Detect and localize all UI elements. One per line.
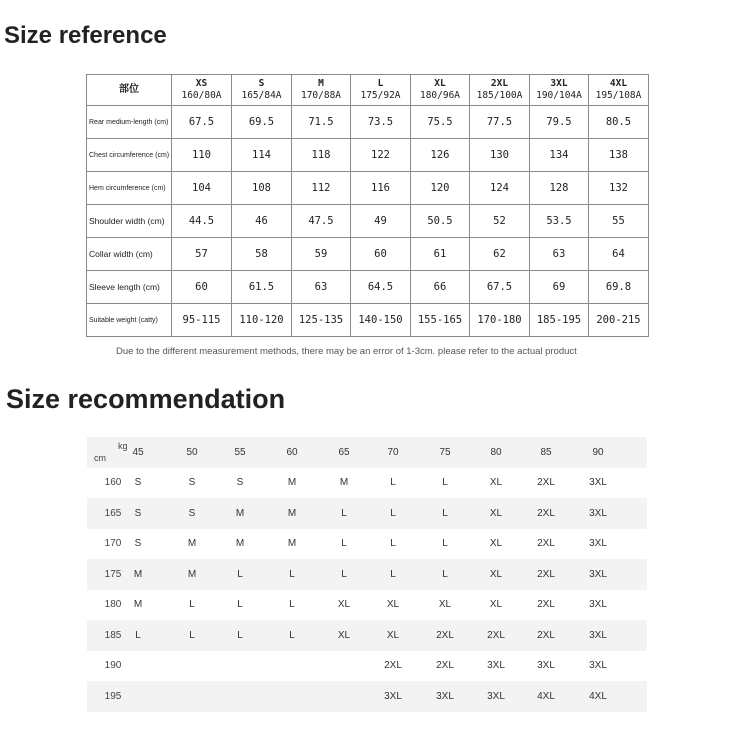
height-unit-label: cm: [94, 453, 106, 463]
recommended-size: 3XL: [589, 477, 607, 489]
measurement-value: 69: [530, 271, 589, 304]
recommended-size: L: [390, 568, 396, 580]
measurement-value: 63: [292, 271, 351, 304]
recommended-size: XL: [438, 599, 452, 611]
recommended-size: 3XL: [589, 507, 607, 519]
size-code: 185/100A: [476, 90, 523, 101]
size-code: 170/88A: [300, 90, 342, 101]
size-code: 195/108A: [595, 90, 642, 101]
measurement-value: 134: [530, 139, 589, 172]
height-label: 195: [104, 690, 122, 702]
measurement-value: 62: [470, 238, 530, 271]
measurement-label: Chest circumference (cm): [87, 139, 172, 172]
recommended-size: S: [134, 507, 142, 519]
recommended-size: [215, 651, 265, 682]
height-label: 185: [104, 629, 122, 641]
recommended-size: M: [133, 599, 143, 611]
measurement-value: 104: [172, 172, 232, 205]
recommended-size: XL: [489, 568, 503, 580]
recommended-size: [319, 681, 369, 712]
recommended-size: [267, 651, 317, 682]
recommended-size: [113, 651, 163, 682]
recommended-size: L: [237, 568, 243, 580]
recommended-size: M: [287, 507, 297, 519]
recommended-size: M: [187, 538, 197, 550]
recommended-size: XL: [489, 599, 503, 611]
size-reference-row: [87, 238, 649, 271]
recommended-size: 2XL: [487, 629, 505, 641]
measurement-value: 120: [411, 172, 470, 205]
size-reference-row: [87, 304, 649, 337]
recommendation-header-row: [87, 437, 647, 468]
size-name: 4XL: [609, 78, 628, 89]
recommended-size: 2XL: [537, 477, 555, 489]
recommended-size: S: [134, 477, 142, 489]
size-reference-table: [86, 74, 649, 337]
measurement-value: 53.5: [530, 205, 589, 238]
recommended-size: M: [133, 568, 143, 580]
recommended-size: L: [341, 538, 347, 550]
size-name: 2XL: [490, 78, 509, 89]
recommended-size: L: [390, 507, 396, 519]
recommended-size: L: [390, 477, 396, 489]
size-reference-row: [87, 271, 649, 304]
recommendation-row: [87, 651, 647, 682]
measurement-value: 64.5: [351, 271, 411, 304]
weight-header: 55: [234, 446, 246, 458]
recommended-size: M: [339, 477, 349, 489]
measurement-value: 79.5: [530, 106, 589, 139]
weight-unit-label: kg: [118, 441, 128, 451]
weight-header: 60: [286, 446, 298, 458]
size-code: 175/92A: [360, 90, 401, 101]
recommended-size: L: [237, 599, 243, 611]
recommendation-row: [87, 590, 647, 621]
measurement-value: 58: [232, 238, 292, 271]
recommended-size: L: [442, 507, 448, 519]
measurement-value: 57: [172, 238, 232, 271]
size-header-s: [232, 75, 292, 106]
recommended-size: L: [341, 568, 347, 580]
recommended-size: L: [289, 568, 295, 580]
measurement-value: 63: [530, 238, 589, 271]
recommended-size: L: [289, 599, 295, 611]
recommended-size: 4XL: [589, 690, 607, 702]
measurement-value: 125-135: [292, 304, 351, 337]
measurement-label: Shoulder width (cm): [87, 205, 172, 238]
recommended-size: [267, 681, 317, 712]
weight-header: 75: [439, 446, 451, 458]
measurement-value: 200-215: [589, 304, 649, 337]
recommended-size: L: [237, 629, 243, 641]
recommended-size: 3XL: [589, 538, 607, 550]
recommended-size: 2XL: [537, 599, 555, 611]
recommended-size: 3XL: [589, 568, 607, 580]
weight-header: 65: [338, 446, 350, 458]
recommended-size: S: [188, 477, 196, 489]
recommended-size: L: [442, 538, 448, 550]
size-reference-row: [87, 106, 649, 139]
size-code: 160/80A: [181, 90, 222, 101]
recommended-size: 3XL: [589, 660, 607, 672]
size-reference-row: [87, 139, 649, 172]
recommended-size: 2XL: [537, 507, 555, 519]
recommendation-row: [87, 468, 647, 499]
measurement-value: 185-195: [530, 304, 589, 337]
measurement-value: 52: [470, 205, 530, 238]
measurement-value: 118: [292, 139, 351, 172]
measurement-value: 60: [351, 238, 411, 271]
measurement-value: 67.5: [172, 106, 232, 139]
height-label: 160: [104, 477, 122, 489]
recommended-size: 3XL: [487, 660, 505, 672]
measurement-value: 80.5: [589, 106, 649, 139]
recommended-size: XL: [337, 629, 351, 641]
size-code: 165/84A: [241, 90, 282, 101]
measurement-value: 108: [232, 172, 292, 205]
measurement-value: 126: [411, 139, 470, 172]
recommendation-row: [87, 681, 647, 712]
recommended-size: 2XL: [436, 660, 454, 672]
measurement-value: 110-120: [232, 304, 292, 337]
recommended-size: L: [390, 538, 396, 550]
size-header-4xl: [589, 75, 649, 106]
measurement-value: 75.5: [411, 106, 470, 139]
measurement-value: 138: [589, 139, 649, 172]
size-recommendation-grid: [87, 437, 647, 713]
recommended-size: M: [187, 568, 197, 580]
recommended-size: XL: [489, 507, 503, 519]
measurement-label: Rear medium-length (cm): [87, 106, 172, 139]
measurement-value: 77.5: [470, 106, 530, 139]
recommended-size: [167, 651, 217, 682]
measurement-value: 128: [530, 172, 589, 205]
recommended-size: 2XL: [537, 629, 555, 641]
recommended-size: S: [236, 477, 244, 489]
weight-header: 90: [592, 446, 604, 458]
measurement-value: 44.5: [172, 205, 232, 238]
recommendation-row: [87, 529, 647, 560]
size-name: S: [258, 78, 265, 89]
recommended-size: S: [188, 507, 196, 519]
measurement-value: 59: [292, 238, 351, 271]
height-label: 165: [104, 507, 122, 519]
measurement-value: 170-180: [470, 304, 530, 337]
measurement-value: 114: [232, 139, 292, 172]
measurement-note: Due to the different measurement methods, there may be an error of 1-3cm. please refer to the actual product: [116, 346, 577, 357]
measurement-value: 61.5: [232, 271, 292, 304]
recommended-size: S: [134, 538, 142, 550]
recommended-size: XL: [386, 629, 400, 641]
height-label: 190: [104, 660, 122, 672]
measurement-value: 132: [589, 172, 649, 205]
measurement-value: 73.5: [351, 106, 411, 139]
size-header-m: [292, 75, 351, 106]
recommended-size: 3XL: [384, 690, 402, 702]
recommended-size: L: [289, 629, 295, 641]
recommended-size: 3XL: [589, 629, 607, 641]
recommended-size: M: [235, 538, 245, 550]
size-header-xl: [411, 75, 470, 106]
measurement-value: 47.5: [292, 205, 351, 238]
measurement-value: 130: [470, 139, 530, 172]
measurement-value: 66: [411, 271, 470, 304]
recommendation-row: [87, 620, 647, 651]
size-reference-title: Size reference: [4, 22, 167, 49]
size-code: 180/96A: [419, 90, 461, 101]
recommended-size: L: [341, 507, 347, 519]
measurement-value: 49: [351, 205, 411, 238]
height-label: 180: [104, 599, 122, 611]
measurement-value: 110: [172, 139, 232, 172]
weight-header: 70: [387, 446, 399, 458]
size-recommendation-title: Size recommendation: [6, 384, 286, 414]
measurement-value: 155-165: [411, 304, 470, 337]
size-reference-header-row: [87, 75, 649, 106]
measurement-value: 71.5: [292, 106, 351, 139]
size-header-l: [351, 75, 411, 106]
measurement-value: 140-150: [351, 304, 411, 337]
size-code: 190/104A: [536, 90, 582, 101]
recommended-size: 2XL: [537, 568, 555, 580]
measurement-value: 64: [589, 238, 649, 271]
measurement-label: Sleeve length (cm): [87, 271, 172, 304]
recommended-size: XL: [337, 599, 351, 611]
recommended-size: L: [135, 629, 141, 641]
recommended-size: [319, 651, 369, 682]
recommended-size: M: [235, 507, 245, 519]
weight-header: 45: [132, 446, 144, 458]
height-label: 175: [104, 568, 122, 580]
measurement-value: 112: [292, 172, 351, 205]
measurement-value: 50.5: [411, 205, 470, 238]
recommended-size: L: [189, 629, 195, 641]
size-reference-row: [87, 172, 649, 205]
size-name: XL: [434, 78, 446, 89]
weight-header: 85: [540, 446, 552, 458]
recommended-size: [113, 681, 163, 712]
recommended-size: 2XL: [384, 660, 402, 672]
size-reference-row: [87, 205, 649, 238]
measurement-label: Hem circumference (cm): [87, 172, 172, 205]
size-name: L: [377, 78, 384, 89]
measurement-value: 124: [470, 172, 530, 205]
recommendation-row: [87, 559, 647, 590]
measurement-value: 116: [351, 172, 411, 205]
size-header-2xl: [470, 75, 530, 106]
measurement-value: 69.5: [232, 106, 292, 139]
measurement-value: 46: [232, 205, 292, 238]
recommended-size: L: [189, 599, 195, 611]
recommended-size: L: [442, 568, 448, 580]
recommended-size: 3XL: [537, 660, 555, 672]
measurement-value: 55: [589, 205, 649, 238]
recommended-size: 3XL: [589, 599, 607, 611]
measurement-value: 67.5: [470, 271, 530, 304]
recommended-size: 2XL: [436, 629, 454, 641]
size-header-xs: [172, 75, 232, 106]
corner-label: 部位: [87, 75, 172, 106]
measurement-value: 122: [351, 139, 411, 172]
measurement-value: 61: [411, 238, 470, 271]
recommended-size: 3XL: [436, 690, 454, 702]
recommended-size: 4XL: [537, 690, 555, 702]
recommended-size: [167, 681, 217, 712]
recommended-size: 3XL: [487, 690, 505, 702]
measurement-label: Collar width (cm): [87, 238, 172, 271]
size-header-3xl: [530, 75, 589, 106]
recommended-size: [215, 681, 265, 712]
height-label: 170: [104, 538, 122, 550]
measurement-label: Suitable weight (catty): [87, 304, 172, 337]
recommendation-row: [87, 498, 647, 529]
recommended-size: M: [287, 538, 297, 550]
recommended-size: L: [442, 477, 448, 489]
measurement-value: 60: [172, 271, 232, 304]
recommended-size: 2XL: [537, 538, 555, 550]
size-name: M: [318, 78, 324, 89]
weight-header: 80: [490, 446, 502, 458]
recommended-size: M: [287, 477, 297, 489]
recommended-size: XL: [489, 538, 503, 550]
weight-header: 50: [186, 446, 198, 458]
recommended-size: XL: [489, 477, 503, 489]
recommended-size: XL: [386, 599, 400, 611]
size-name: XS: [195, 78, 208, 89]
size-name: 3XL: [550, 78, 568, 89]
measurement-value: 69.8: [589, 271, 649, 304]
measurement-value: 95-115: [172, 304, 232, 337]
